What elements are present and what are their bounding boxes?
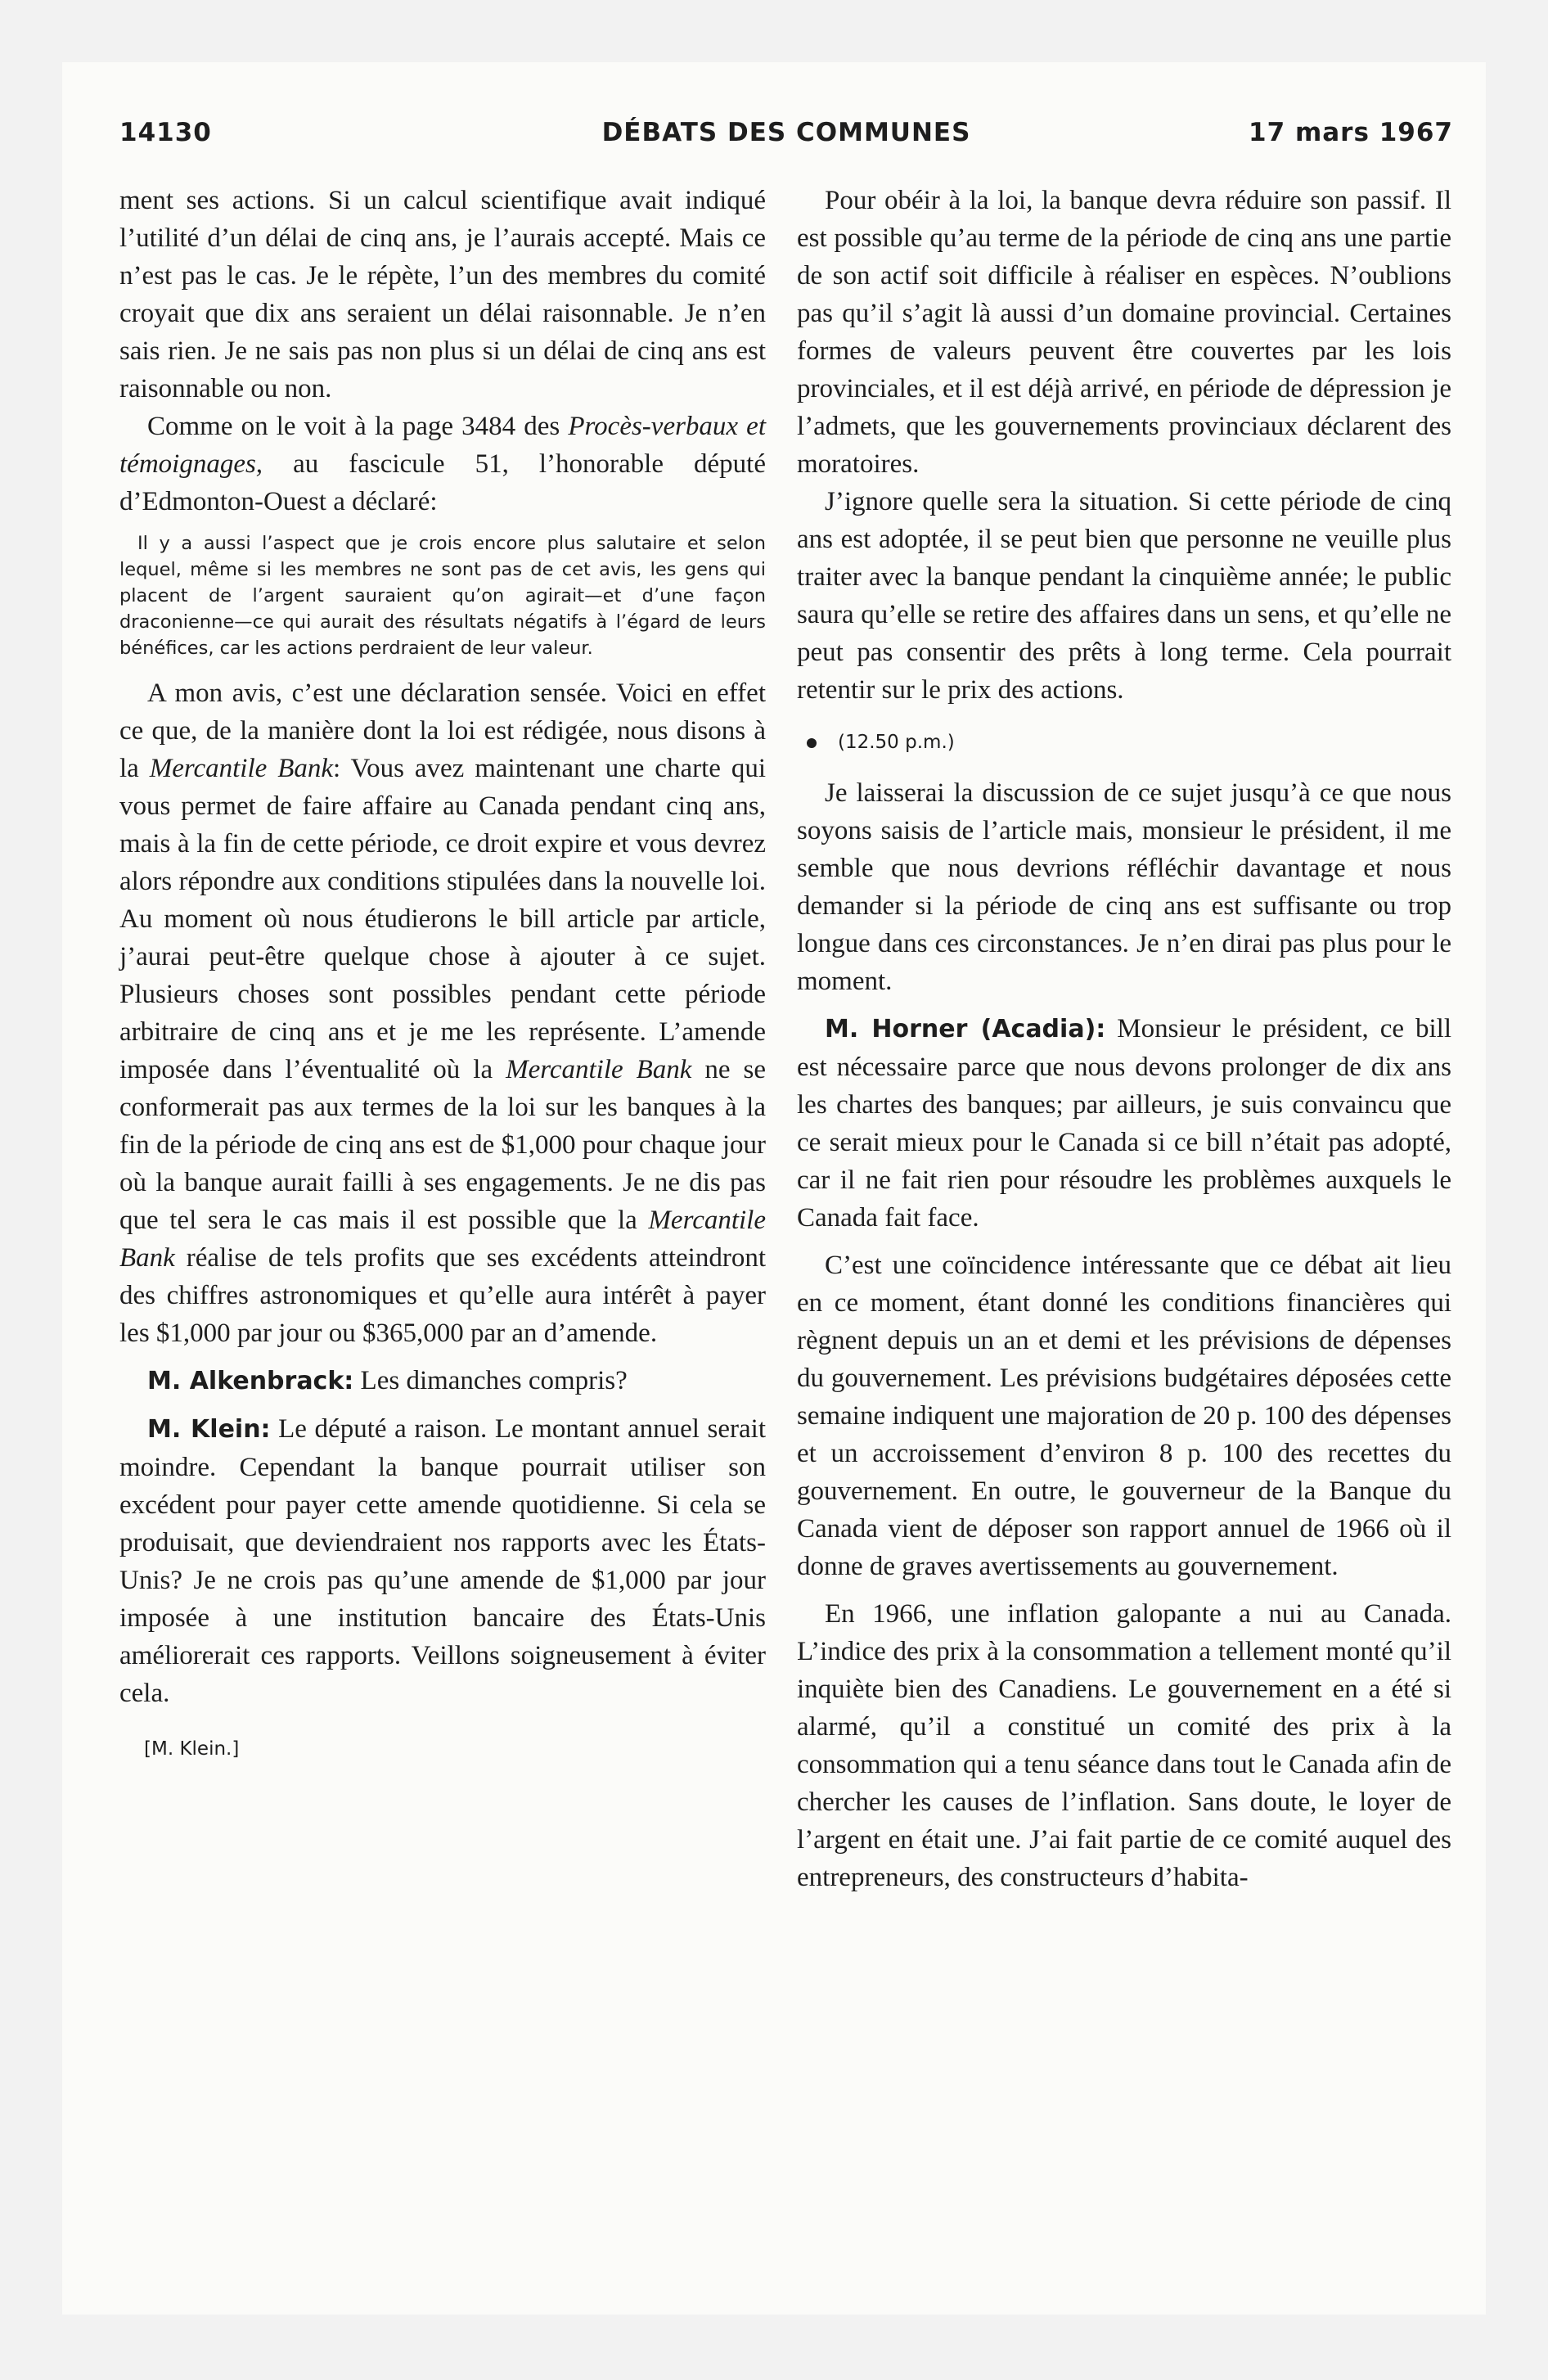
bullet-icon xyxy=(807,738,817,748)
page-number: 14130 xyxy=(119,118,212,147)
speaker-name: M. Alkenbrack: xyxy=(147,1367,354,1395)
paragraph: Pour obéir à la loi, la banque devra réduire son passif. Il est possible qu’au terme de la période de cinq ans une partie de son actif soit difficile à réaliser en espèces. N’oublions pas qu’il s’agit là aussi d’un domaine provincial. Certaines formes de valeurs peuvent être couvertes par les lois provinciales, et il est déjà arrivé, en période de dépression je l’admets, que les gouvernements provinciaux déclarent des moratoires. xyxy=(797,186,1451,479)
paragraph: ment ses actions. Si un calcul scientifique avait indiqué l’utilité d’un délai de cinq ans, je l’aurais accepté. Mais ce n’est pas le cas. Je le répète, l’un des membres du comité croyait que dix ans seraient un délai raisonnable. Je n’en sais rien. Je ne sais pas non plus si un délai de cinq ans est raisonnable ou non. xyxy=(119,186,766,403)
speaker-signature: [M. Klein.] xyxy=(144,1738,240,1760)
paragraph: Comme on le voit à la page 3484 des Procès-verbaux et témoignages, au fascicule 51, l’honorable député d’Edmonton-Ouest a déclaré: xyxy=(119,412,766,516)
left-column xyxy=(119,182,766,1768)
block-quote: Il y a aussi l’aspect que je crois encore plus salutaire et selon lequel, même si les membres ne sont pas de cet avis, les gens qui placent de l’argent sauraient qu’on agirait—et d’une façon draconienne—ce qui aurait des résultats négatifs à l’égard de leurs bénéfices, car les actions perdraient de leur valeur. xyxy=(119,533,766,659)
paragraph: A mon avis, c’est une déclaration sensée. Voici en effet ce que, de la manière dont la loi est rédigée, nous disons à la Mercantile Bank: Vous avez maintenant une charte qui vous permet de faire affaire au Canada pendant cinq ans, mais à la fin de cette période, ce droit expire et vous devrez alors répondre aux conditions stipulées dans la nouvelle loi. Au moment où nous étudierons le bill article par article, j’aurai peut-être quelque chose à ajouter à ce sujet. Plusieurs choses sont possibles pendant cette période arbitraire de cinq ans et je me les représente. L’amende imposée dans l’éventualité où la Mercantile Bank ne se conformerait pas aux termes de la loi sur les banques à la fin de la période de cinq ans est de $1,000 pour chaque jour où la banque aurait failli à ses engagements. Je ne dis pas que tel sera le cas mais il est possible que la Mercantile Bank réalise de tels profits que ses excédents atteindront des chiffres astronomiques et qu’elle aura intérêt à payer les $1,000 par jour ou $365,000 par an d’amende. xyxy=(119,678,767,1348)
speech: M. Klein: Le député a raison. Le montant annuel serait moindre. Cependant la banque pourrait utiliser son excédent pour payer cette amende quotidienne. Si cela se produisait, que deviendraient nos rapports avec les États-Unis? Je ne crois pas qu’une amende de $1,000 par jour imposée à une institution bancaire des États-Unis améliorerait ces rapports. Veillons soigneusement à éviter cela. xyxy=(119,1414,766,1708)
speaker-name: M. Horner (Acadia): xyxy=(825,1015,1106,1044)
speech: M. Horner (Acadia): Monsieur le président, ce bill est nécessaire parce que nous devons prolonger de dix ans les chartes des banques; par ailleurs, je suis convaincu que ce serait mieux pour le Canada si ce bill n’était pas adopté, car il ne fait rien pour résoudre les problèmes auxquels le Canada fait face. xyxy=(797,1014,1451,1233)
publication-reference: Procès-verbaux et témoignages, xyxy=(119,412,766,479)
paragraph: J’ignore quelle sera la situation. Si cette période de cinq ans est adoptée, il se peut bien que personne ne veuille plus traiter avec la banque pendant la cinquième année; le public saura qu’elle se retire des affaires dans un sens, et qu’elle ne peut pas consentir des prêts à long terme. Cela pourrait retentir sur le prix des actions. xyxy=(797,487,1451,705)
running-head xyxy=(119,118,1453,151)
issue-date: 17 mars 1967 xyxy=(1249,118,1453,147)
speaker-name: M. Klein: xyxy=(147,1415,271,1444)
paragraph: C’est une coïncidence intéressante que ce débat ait lieu en ce moment, étant donné les conditions financières qui règnent depuis un an et demi et les prévisions de dépenses du gouvernement. Les prévisions budgétaires déposées cette semaine indiquent une majoration de 20 p. 100 des dépenses et un accroissement d’environ 8 p. 100 des recettes du gouvernement. En outre, le gouverneur de la Banque du Canada vient de déposer son rapport annuel de 1966 où il donne de graves avertissements au gouvernement. xyxy=(797,1251,1451,1581)
interjection: M. Alkenbrack: Les dimanches compris? xyxy=(147,1366,628,1395)
time-marker: (12.50 p.m.) xyxy=(807,723,1451,761)
paragraph: Je laisserai la discussion de ce sujet jusqu’à ce que nous soyons saisis de l’article mais, monsieur le président, il me semble que nous devrions réfléchir davantage et nous demander si la période de cinq ans est suffisante ou trop longue dans ces circonstances. Je n’en dirai pas plus pour le moment. xyxy=(797,778,1451,996)
publication-title: DÉBATS DES COMMUNES xyxy=(601,118,971,147)
paragraph: En 1966, une inflation galopante a nui au Canada. L’indice des prix à la consommation a tellement monté qu’il inquiète bien des Canadiens. Le gouvernement en a été si alarmé, qu’il a constitué un comité des prix à la consommation qui a tenu séance dans tout le Canada afin de chercher les causes de l’inflation. Sans doute, le loyer de l’argent en était une. J’ai fait partie de ce comité auquel des entrepreneurs, des constructeurs d’habita- xyxy=(797,1599,1451,1892)
right-column xyxy=(797,182,1451,1896)
